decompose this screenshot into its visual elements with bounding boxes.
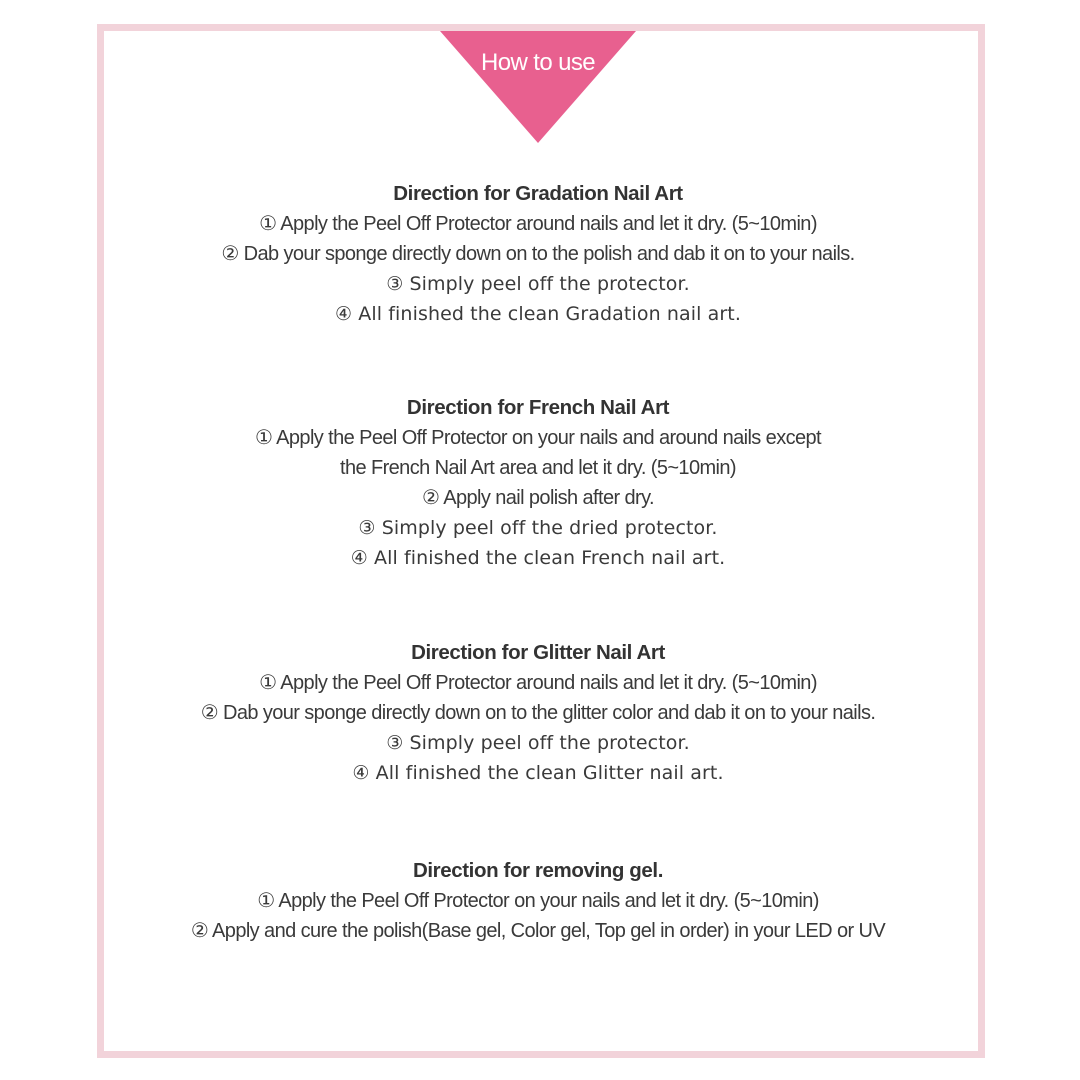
section-gradation <box>100 179 976 329</box>
section-heading: Direction for Glitter Nail Art <box>411 641 665 664</box>
step-line: the French Nail Art area and let it dry. (5~10min) <box>340 457 736 479</box>
section-removing-gel <box>100 856 976 946</box>
step-line: ① Apply the Peel Off Protector on your nails and let it dry. (5~10min) <box>257 890 819 912</box>
step-line: ① Apply the Peel Off Protector around nails and let it dry. (5~10min) <box>259 213 817 235</box>
section-heading: Direction for removing gel. <box>412 859 664 882</box>
step-line: ④ All finished the clean Gradation nail art. <box>335 303 741 325</box>
section-french <box>100 393 976 573</box>
step-line: ④ All finished the clean French nail art. <box>350 547 726 569</box>
how-to-use-badge <box>440 31 636 143</box>
step-line: ③ Simply peel off the protector. <box>386 732 690 754</box>
step-line: ② Dab your sponge directly down on to the polish and dab it on to your nails. <box>221 243 855 265</box>
section-heading: Direction for Gradation Nail Art <box>393 182 683 205</box>
step-line: ② Apply nail polish after dry. <box>422 487 654 509</box>
section-heading: Direction for French Nail Art <box>406 396 670 419</box>
step-line: ④ All finished the clean Glitter nail art. <box>352 762 724 784</box>
step-line: ① Apply the Peel Off Protector around nails and let it dry. (5~10min) <box>259 672 817 694</box>
badge-label: How to use <box>480 49 596 76</box>
step-line: ② Dab your sponge directly down on to the glitter color and dab it on to your nails. <box>200 702 876 724</box>
step-line: ③ Simply peel off the protector. <box>386 273 690 295</box>
step-line: ① Apply the Peel Off Protector on your nails and around nails except <box>254 427 821 449</box>
section-glitter <box>100 638 976 788</box>
step-line: ② Apply and cure the polish(Base gel, Color gel, Top gel in order) in your LED or UV <box>190 920 886 942</box>
step-line: ③ Simply peel off the dried protector. <box>358 517 718 539</box>
